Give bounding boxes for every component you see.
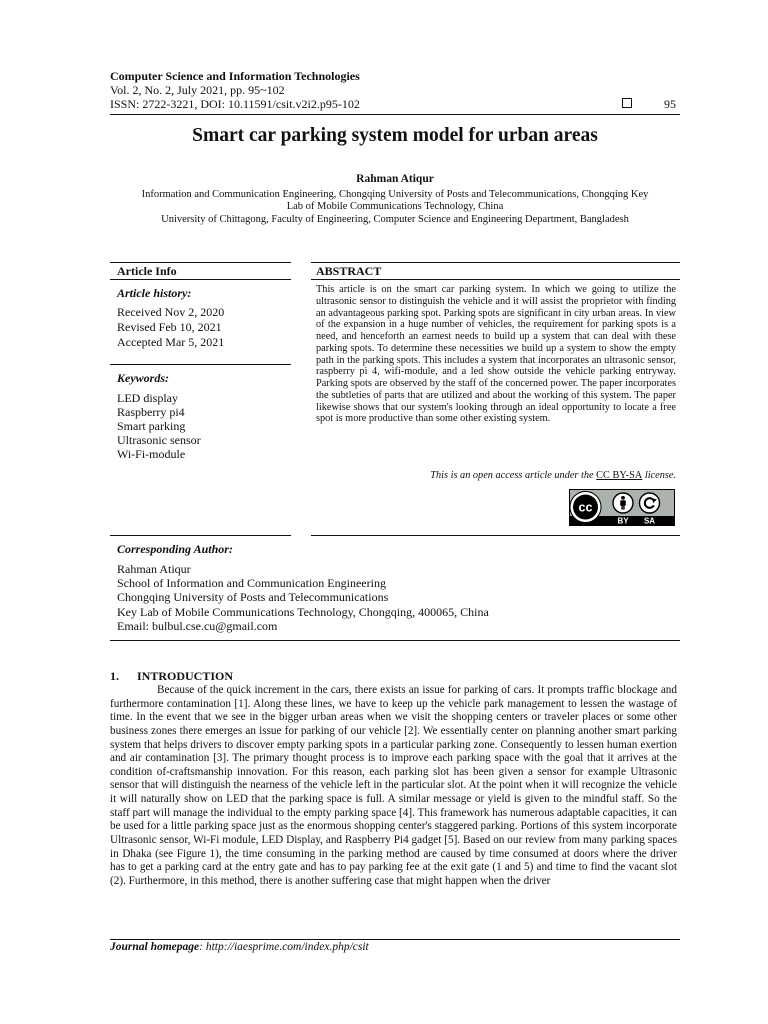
divider bbox=[311, 279, 680, 280]
abstract-text: This article is on the smart car parking system. In which we going to utilize the ultrasonic sensor to distinguish the vehicle and it will assist the proprietor with finding an advantageous parking spot. Parking spots are significant in city urban areas. In view of the expansion in a huge number of vehicles, the requirement for parking spots is a need, and henceforth an earnest needs to build up a system that can deal with these parking spots. To determine these necessities we build up a system to show the empty path in the parking spots. This includes a system that incorporates an ultrasonic sensor, raspberry pi 4, wifi-module, and a led show outside the vehicle parking entryway. Parking spots are observed by the staff of the concerned power. The paper incorporates the subtleties of parts that are utilized and about the working of this system. The paper likewise shows that our system's looking through an ideal opportunity to locate a free spot is more productive than some other existing system. bbox=[316, 284, 676, 425]
divider bbox=[110, 364, 291, 365]
badge-sa-label: SA bbox=[643, 516, 656, 526]
divider bbox=[311, 262, 680, 263]
header-rule bbox=[110, 114, 680, 115]
journal-homepage bbox=[110, 941, 369, 953]
keywords-list bbox=[117, 391, 201, 461]
badge-by-label: BY bbox=[617, 516, 629, 526]
sa-share-icon bbox=[640, 493, 660, 513]
homepage-label: Journal homepage bbox=[110, 941, 200, 953]
divider bbox=[110, 640, 680, 641]
cc-by-sa-badge-icon[interactable] bbox=[569, 489, 675, 526]
journal-name: Computer Science and Information Technologies bbox=[110, 69, 360, 83]
affiliation-line: Lab of Mobile Communications Technology, China bbox=[286, 201, 504, 213]
journal-issn-doi: ISSN: 2722-3221, DOI: 10.11591/csit.v2i2.p95-102 bbox=[110, 97, 360, 111]
abstract-heading: ABSTRACT bbox=[316, 264, 382, 278]
section-title: INTRODUCTION bbox=[137, 669, 234, 683]
affiliations bbox=[104, 189, 686, 226]
article-history-heading: Article history: bbox=[117, 286, 192, 300]
journal-volume: Vol. 2, No. 2, July 2021, pp. 95~102 bbox=[110, 83, 285, 97]
page-number: 95 bbox=[664, 97, 676, 111]
history-accepted: Accepted Mar 5, 2021 bbox=[117, 335, 225, 349]
homepage-link[interactable]: http://iaesprime.com/index.php/csit bbox=[205, 941, 369, 953]
keywords-heading: Keywords: bbox=[117, 371, 169, 385]
paper-title: Smart car parking system model for urban areas bbox=[192, 125, 598, 146]
section-number: 1. bbox=[110, 669, 119, 683]
by-person-body bbox=[620, 500, 626, 506]
introduction-heading bbox=[110, 669, 233, 684]
article-info-heading: Article Info bbox=[117, 264, 177, 278]
author-name: Rahman Atiqur bbox=[356, 173, 434, 185]
by-person-head bbox=[621, 496, 625, 500]
license-prefix: This is an open access article under the bbox=[430, 470, 594, 481]
divider bbox=[110, 535, 291, 536]
keyword-item: Raspberry pi4 bbox=[117, 405, 185, 420]
by-person-leg bbox=[623, 505, 624, 510]
affiliation-line: University of Chittagong, Faculty of Engineering, Computer Science and Engineering Department, Bangladesh bbox=[161, 213, 629, 225]
license-suffix: license. bbox=[644, 470, 676, 481]
corresponding-school: School of Information and Communication Engineering bbox=[117, 576, 386, 591]
footer-rule bbox=[110, 939, 680, 940]
square-box-icon bbox=[622, 98, 632, 108]
divider bbox=[311, 535, 680, 536]
corresponding-university: Chongqing University of Posts and Telecommunications bbox=[117, 590, 389, 605]
divider bbox=[110, 262, 291, 263]
keyword-item: LED display bbox=[117, 391, 178, 405]
by-person-leg bbox=[621, 505, 622, 510]
history-received: Received Nov 2, 2020 bbox=[117, 305, 225, 319]
history-revised: Revised Feb 10, 2021 bbox=[117, 320, 222, 334]
corresponding-email: Email: bulbul.cse.cu@gmail.com bbox=[117, 618, 278, 633]
license-link[interactable]: CC BY-SA bbox=[596, 470, 643, 481]
keyword-item: Wi-Fi-module bbox=[117, 447, 186, 462]
introduction-body: Because of the quick increment in the cars, there exists an issue for parking of cars. It prompts traffic blockage and furthermore contamination [1]. Along these lines, we have to keep up the vehicle park management to lessen the wastage of time. In the event that we see in the bigger urban areas when we visit the shopping centers or traveler places or some other business zones there emerges an issue for parking of our vehicle [2]. We essentially center on planning another smart parking system that helps drivers to discover empty parking spots in a particular parking zone. Consequently to lessen human exertion and air contamination [3]. The primary thought process is to improve each parking space with the goal that it arrives at the condition of-craftsmanship innovation. For this reason, each parking slot has been given a sensor for example Ultrasonic sensor that will distinguish the nearness of the vehicle left in the particular slot. At the point when it will recognize the vehicle it will naturally show on LED that the parking space is full. A similar message or yield is given to the mindful staff. So the staff part will manage the individual to the empty parking space [4]. This framework has numerous adaptable capacities, it can be used for a little parking space just as the enormous shopping center's staggered parking. Portions of this system incorporate Ultrasonic sensor, Wi-Fi module, LED Display, and Raspberry Pi4 gadget [5]. Based on our review from many parking spaces in Dhaka (see Figure 1), the time consuming in the parking method are caused by time consumed at doors where the driver has to get a parking card at the entry gate and has to pay parking fee at the exit gate (1 and 5) and time to find the vacant slot (2). Furthermore, in this method, there is another suffering case that might happen when the driver bbox=[110, 684, 677, 887]
keyword-item: Smart parking bbox=[117, 419, 186, 434]
corresponding-name: Rahman Atiqur bbox=[117, 562, 191, 576]
cc-letters: cc bbox=[578, 500, 593, 515]
keyword-item: Ultrasonic sensor bbox=[117, 433, 201, 448]
homepage-colon: : bbox=[199, 941, 206, 953]
corresponding-author-details bbox=[117, 562, 489, 633]
corresponding-author-heading: Corresponding Author: bbox=[117, 542, 233, 556]
corresponding-lab: Key Lab of Mobile Communications Technology, Chongqing, 400065, China bbox=[117, 604, 489, 619]
affiliation-line: Information and Communication Engineering, Chongqing University of Posts and Telecommunications, Chongqing Key bbox=[141, 189, 649, 200]
divider bbox=[110, 279, 291, 280]
license-statement bbox=[316, 470, 676, 481]
article-history-list bbox=[117, 305, 224, 350]
